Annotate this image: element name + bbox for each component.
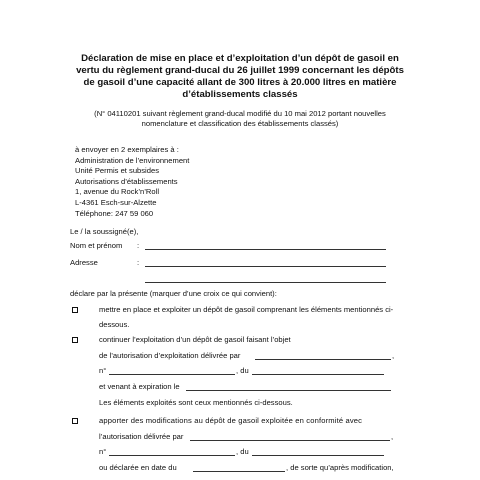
option-3-issued-by-label: l’autorisation délivrée par [99, 432, 184, 441]
option-3-checkbox[interactable] [72, 418, 78, 424]
option-2-expiry-field[interactable] [186, 390, 391, 391]
name-colon: : [137, 241, 140, 250]
option-2-line-1: continuer l’exploitation d’un dépôt de gasoil faisant l’objet [99, 335, 291, 344]
option-3-issued-by-comma: , [391, 432, 394, 441]
address-label: Adresse [70, 258, 98, 267]
option-1-line-2: dessous. [99, 320, 130, 329]
address-line-6: Téléphone: 247 59 060 [75, 208, 154, 218]
option-2-issued-by-label: de l’autorisation d’exploitation délivrée par [99, 351, 241, 360]
title-line-2: vertu du règlement grand-ducal du 26 juillet 1999 concernant les dépôts [76, 65, 404, 76]
name-field[interactable] [145, 249, 386, 250]
option-2-expiry-label: et venant à expiration le [99, 382, 180, 391]
address-field-line-2[interactable] [145, 282, 386, 283]
option-2-number-label: n° [99, 366, 107, 375]
address-line-1: Administration de l’environnement [75, 155, 190, 165]
address-line-4: 1, avenue du Rock’n’Roll [75, 187, 160, 197]
document-subtitle [60, 109, 420, 129]
title-line-1: Déclaration de mise en place et d’exploitation d’un dépôt de gasoil en [81, 53, 399, 64]
option-2-elements-note: Les éléments exploités sont ceux mentionnés ci-dessous. [99, 398, 293, 407]
option-1-line-1: mettre en place et exploiter un dépôt de gasoil comprenant les éléments mentionnés ci- [99, 305, 394, 314]
option-3-declared-label: ou déclarée en date du [99, 463, 177, 472]
option-1-checkbox[interactable] [72, 307, 78, 313]
option-2-issued-by-comma: , [392, 351, 395, 360]
option-2-date-label: , du [236, 366, 249, 375]
name-label: Nom et prénom [70, 241, 123, 250]
subtitle-line-2: nomenclature et classification des établissements classés) [141, 119, 339, 128]
option-2-issued-by-field[interactable] [255, 359, 391, 360]
option-2-date-field[interactable] [252, 374, 384, 375]
option-2-checkbox[interactable] [72, 337, 78, 343]
address-line-5: L-4361 Esch-sur-Alzette [75, 197, 157, 207]
undersigned-label: Le / la soussigné(e), [70, 227, 139, 236]
title-line-3: de gasoil d’une capacité allant de 300 litres à 20.000 litres en matière [83, 77, 397, 88]
address-colon: : [137, 258, 140, 267]
option-3-declared-date-field[interactable] [193, 471, 285, 472]
address-line-2: Unité Permis et subsides [75, 166, 159, 176]
subtitle-line-1: (N° 04110201 suivant règlement grand-ducal modifié du 10 mai 2012 portant nouvelles [94, 109, 386, 118]
option-3-line-1: apporter des modifications au dépôt de gasoil exploitée en conformité avec [99, 416, 363, 425]
option-3-number-label: n° [99, 447, 107, 456]
address-field-line-1[interactable] [145, 266, 386, 267]
option-3-date-label: , du [236, 447, 249, 456]
option-3-date-field[interactable] [252, 455, 384, 456]
option-2-number-field[interactable] [109, 374, 235, 375]
option-3-declared-suffix: , de sorte qu’après modification, [286, 463, 394, 472]
option-3-issued-by-field[interactable] [190, 440, 390, 441]
recipient-address [75, 145, 189, 219]
title-line-4: d’établissements classés [182, 89, 298, 100]
option-3-number-field[interactable] [109, 455, 235, 456]
address-intro: à envoyer en 2 exemplaires à : [75, 145, 179, 154]
address-line-3: Autorisations d’établissements [75, 176, 178, 186]
declare-instruction: déclare par la présente (marquer d’une croix ce qui convient): [70, 289, 277, 298]
document-title [60, 53, 420, 101]
